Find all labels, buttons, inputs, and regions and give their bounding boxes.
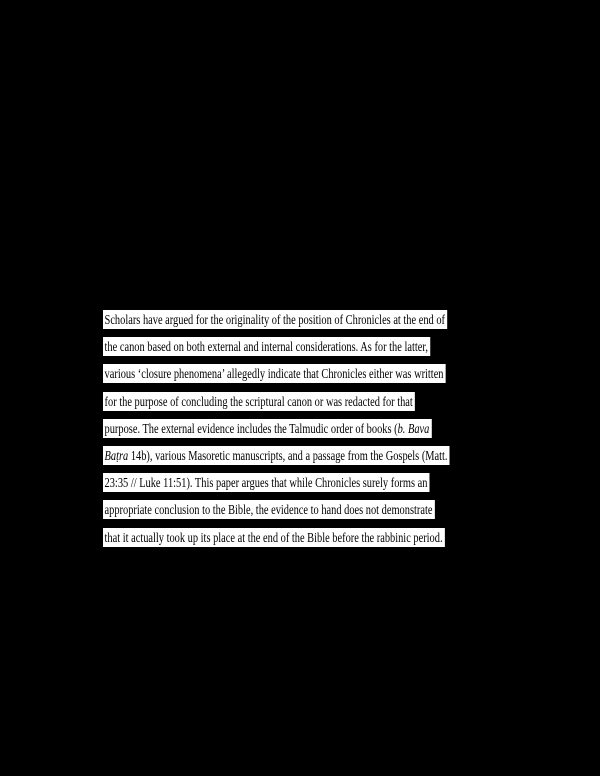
- text-segment: 14b), various Masoretic manuscripts, and a passage from the Gospels (Matt.: [128, 447, 448, 463]
- text-segment: b. Bava: [397, 420, 430, 436]
- text-segment: the canon based on both external and internal considerations. As for the latter,: [104, 339, 429, 355]
- text-segment: for the purpose of concluding the scriptural canon or was redacted for that: [104, 393, 413, 409]
- abstract-paragraph: [103, 310, 450, 547]
- text-segment: that it actually took up its place at the end of the Bible before the rabbinic period.: [104, 529, 443, 545]
- text-segment: Baṭra: [104, 447, 129, 463]
- abstract-line: [103, 446, 450, 465]
- abstract-line: [103, 419, 432, 438]
- text-segment: various ‘closure phenomena’ allegedly indicate that Chronicles either was written: [104, 366, 444, 382]
- abstract-line: [103, 392, 415, 411]
- abstract-line: [103, 500, 435, 519]
- text-segment: appropriate conclusion to the Bible, the evidence to hand does not demonstrate: [104, 502, 433, 518]
- abstract-line: [103, 310, 447, 329]
- abstract-line: [103, 528, 445, 547]
- abstract-line: [103, 364, 446, 383]
- text-segment: purpose. The external evidence includes the Talmudic order of books (: [104, 420, 398, 436]
- abstract-line: [103, 337, 430, 356]
- abstract-line: [103, 473, 430, 492]
- text-segment: Scholars have argued for the originality of the position of Chronicles at the end of: [104, 312, 445, 327]
- text-segment: 23:35 // Luke 11:51). This paper argues that while Chronicles surely forms an: [104, 475, 428, 491]
